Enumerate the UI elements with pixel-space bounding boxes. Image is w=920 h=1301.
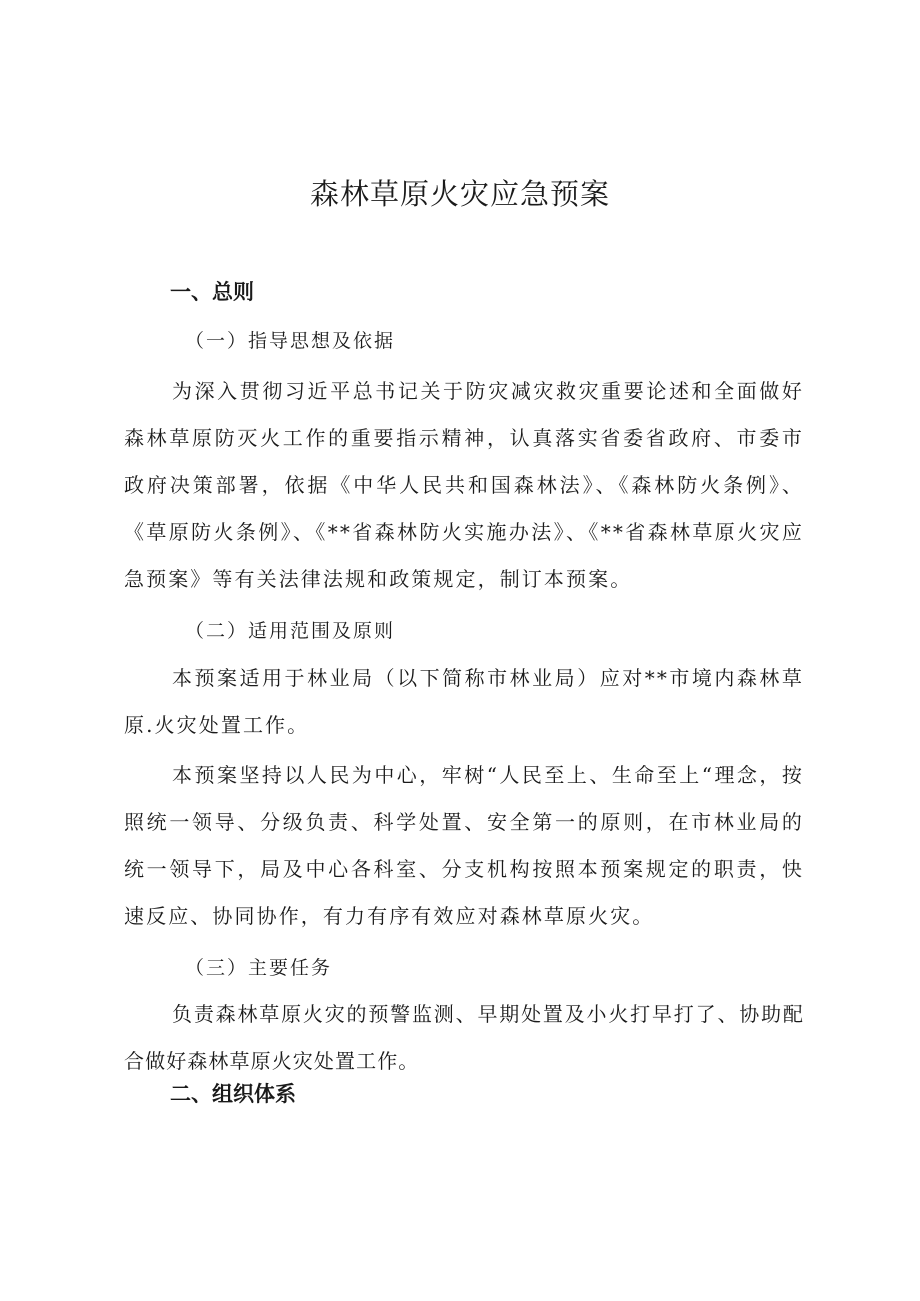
subsection-heading-guiding-thought: （一）指导思想及依据: [185, 330, 396, 352]
section-heading-general: 一、总则: [170, 280, 254, 304]
paragraph-scope: 本预案适用于林业局（以下简称市林业局）应对**市境内森林草原.火灾处置工作。: [124, 666, 804, 737]
subsection-heading-scope: （二）适用范围及原则: [185, 620, 396, 642]
document-title: 森林草原火灾应急预案: [309, 177, 610, 211]
paragraph-guiding-thought: 为深入贯彻习近平总书记关于防灾减灾救灾重要论述和全面做好森林草原防灭火工作的重要指示精神，认真落实省委省政府、市委市政府决策部署，依据《中华人民共和国森林法》、《森林防火条例》、《草原防火条例》、《**省森林防火实施办法》、《**省森林草原火灾应急预案》等有关法律法规和政策规定，制订本预案。: [124, 379, 804, 591]
subsection-heading-main-tasks: （三）主要任务: [185, 957, 333, 979]
paragraph-principles: 本预案坚持以人民为中心，牢树“人民至上、生命至上“理念，按照统一领导、分级负责、科学处置、安全第一的原则，在市林业局的统一领导下，局及中心各科室、分支机构按照本预案规定的职责，快速反应、协同协作，有力有序有效应对森林草原火灾。: [124, 763, 804, 928]
paragraph-main-tasks: 负责森林草原火灾的预警监测、早期处置及小火打早打了、协助配合做好森林草原火灾处置工作。: [124, 1002, 804, 1073]
section-heading-organization: 二、组织体系: [170, 1082, 296, 1106]
